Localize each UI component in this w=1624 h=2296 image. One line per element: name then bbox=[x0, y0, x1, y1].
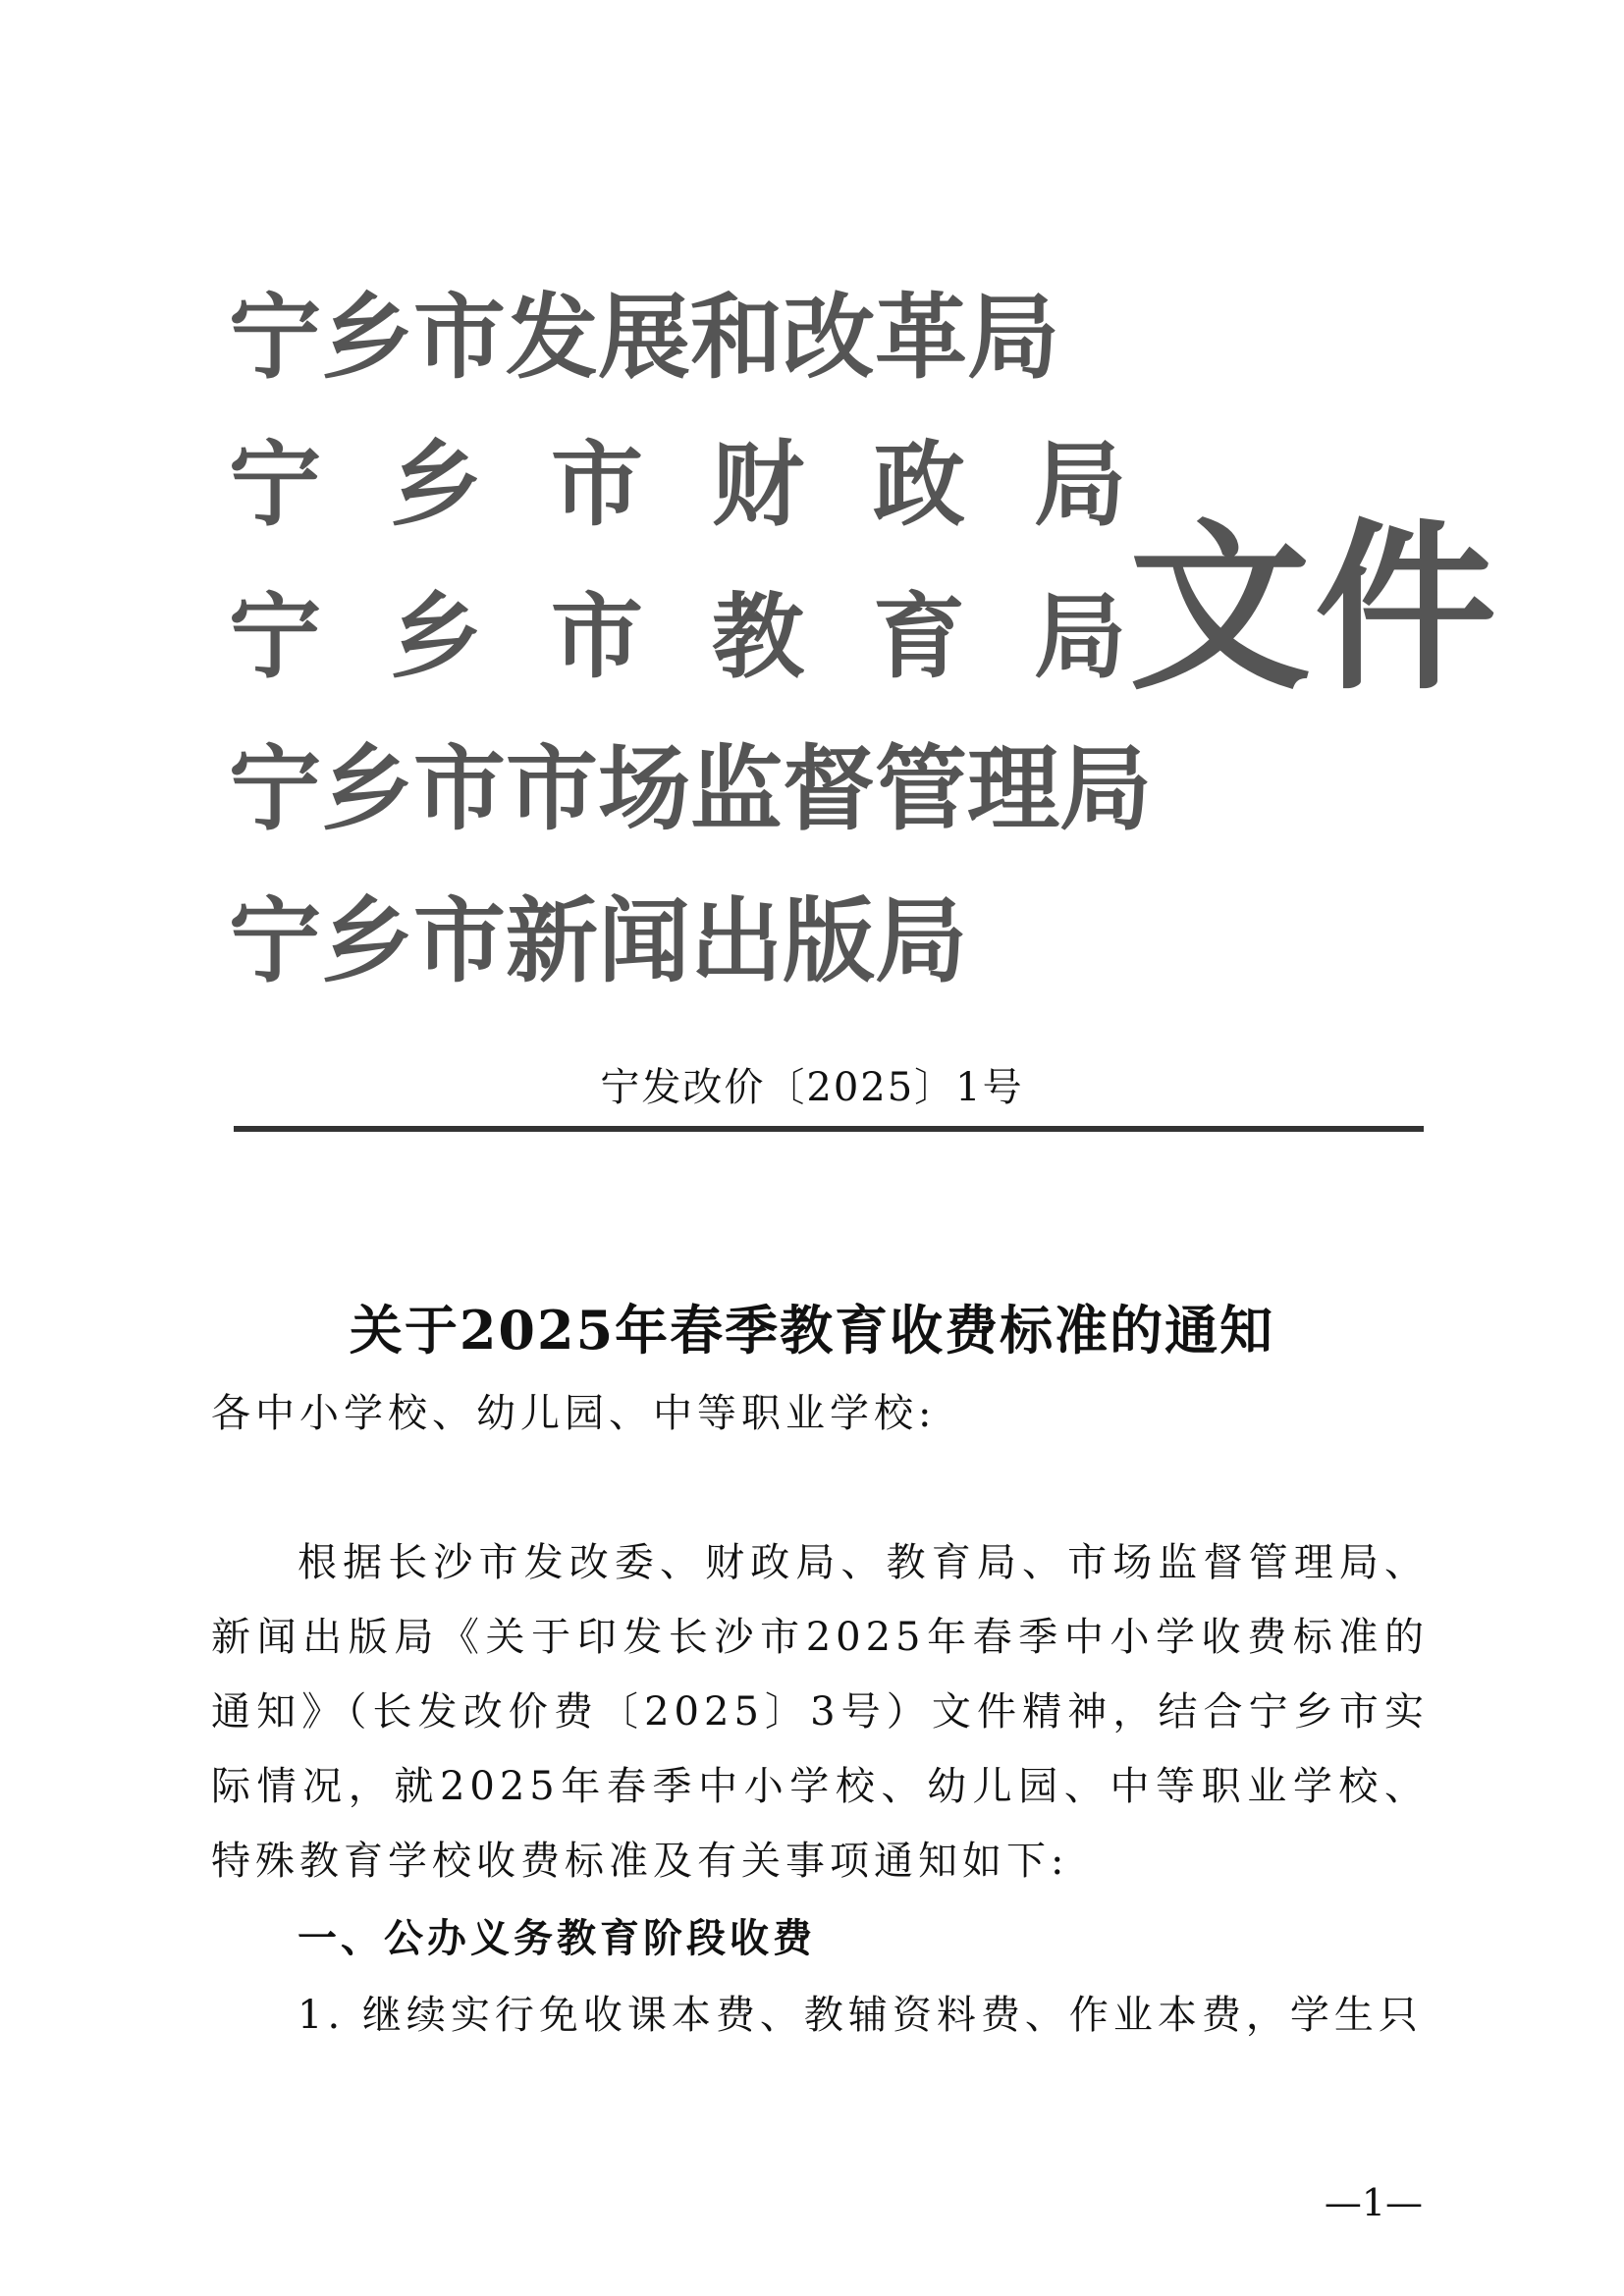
issuer-finance-bureau: 宁乡市财政局 bbox=[229, 432, 1196, 539]
page-number: —1— bbox=[1324, 2181, 1423, 2224]
paragraph-text: 根据长沙市发改委、财政局、教育局、市场监督管理局、新闻出版局《关于印发长沙市2025年春季中小学收费标准的通知》（长发改价费〔2025〕3号）文件精神，结合宁乡市实际情况，就2025年春季中小学校、幼儿园、中等职业学校、特殊教育学校收费标准及有关事项通知如下: bbox=[211, 1540, 1429, 1884]
issuer-press-publication-bureau: 宁乡市新闻出版局 bbox=[229, 888, 968, 995]
intro-paragraph bbox=[211, 1525, 1429, 1898]
issuer-ndrc: 宁乡市发展和改革局 bbox=[229, 285, 1060, 392]
notice-title: 关于2025年春季教育收费标准的通知 bbox=[349, 1299, 1275, 1362]
addressee: 各中小学校、幼儿园、中等职业学校: bbox=[211, 1391, 937, 1436]
list-item: 1. 继续实行免收课本费、教辅资料费、作业本费，学生只 bbox=[298, 1993, 1423, 2038]
document-label: 文件 bbox=[1129, 503, 1500, 715]
header-divider bbox=[234, 1126, 1424, 1132]
section-heading: 一、公办义务教育阶段收费 bbox=[298, 1916, 816, 1961]
issuer-education-bureau: 宁乡市教育局 bbox=[229, 584, 1196, 691]
document-number: 宁发改价〔2025〕1号 bbox=[600, 1065, 1024, 1110]
issuer-market-supervision-bureau: 宁乡市市场监督管理局 bbox=[229, 736, 1153, 843]
